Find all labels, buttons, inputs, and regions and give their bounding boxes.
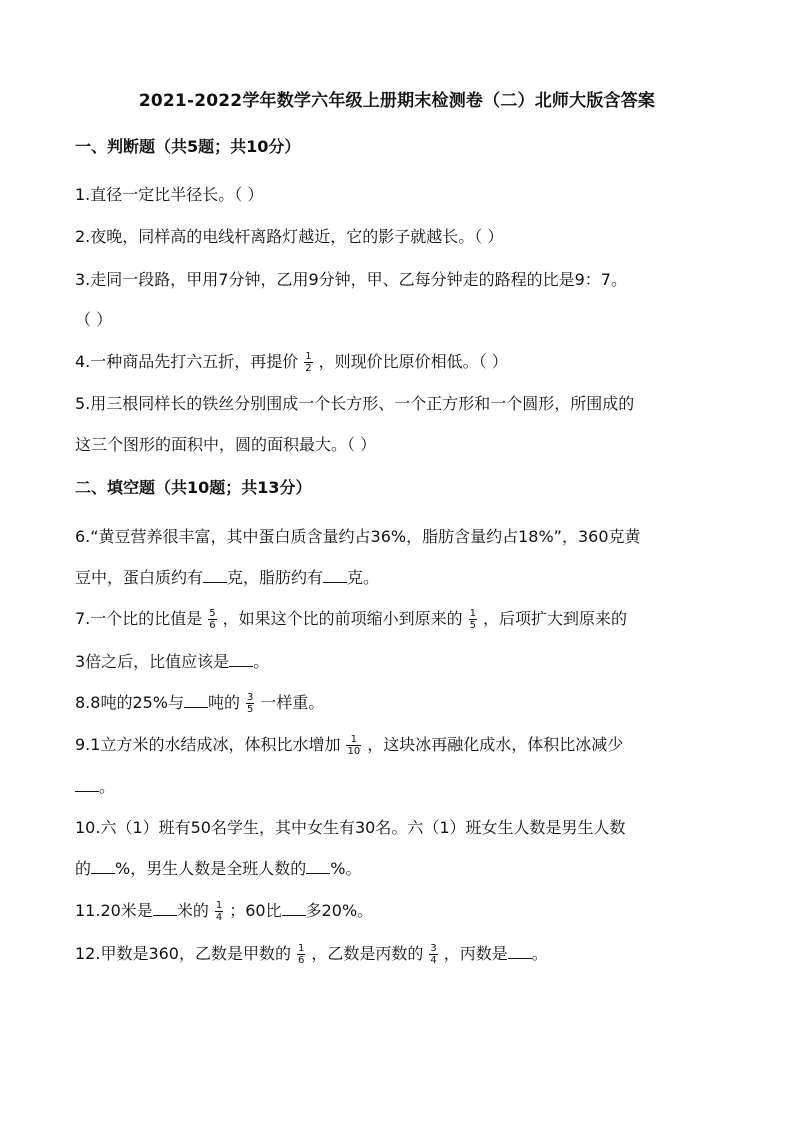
question-10-line-1: 10.六（1）班有50名学生，其中女生有30名。六（1）班女生人数是男生人数 [75, 818, 626, 837]
question-7-line-2: 3倍之后，比值应该是 。 [75, 652, 270, 671]
question-11: 11.20米是 米的 $\frac{1}{4}$ ；60比 多20%。 [75, 900, 374, 923]
q4-fraction: $\frac{1}{2}$ [305, 351, 312, 374]
answer-blank[interactable] [153, 901, 177, 916]
question-3-line-2: （ ） [75, 310, 113, 329]
answer-blank[interactable] [184, 693, 208, 708]
question-5-line-1: 5.用三根同样长的铁丝分别围成一个长方形、一个正方形和一个圆形，所围成的 [75, 394, 635, 413]
answer-blank[interactable] [91, 859, 115, 874]
question-9-line-1: 9.1立方米的水结成冰，体积比水增加 $\frac{1}{10}$ ，这块冰再融化成水，体积比冰减少 [75, 734, 624, 757]
answer-blank[interactable] [75, 777, 99, 792]
answer-blank[interactable] [203, 568, 227, 583]
question-10-line-2: 的 %，男生人数是全班人数的 %。 [75, 859, 362, 878]
q11-fraction: $\frac{1}{4}$ [215, 900, 223, 923]
section-heading-fill-in: 二、填空题（共10题；共13分） [75, 478, 312, 497]
question-1: 1.直径一定比半径长。（ ） [75, 185, 264, 204]
question-6-line-2: 豆中，蛋白质约有 克，脂肪约有 克。 [75, 568, 380, 587]
question-6-line-1: 6.“黄豆营养很丰富，其中蛋白质含量约占36%，脂肪含量约占18%”，360克黄 [75, 527, 641, 546]
question-7-line-1: 7.一个比的比值是 $\frac{5}{6}$ ，如果这个比的前项缩小到原来的 $\frac{1}{5}$ ，后项扩大到原来的 [75, 608, 628, 631]
answer-blank[interactable] [508, 944, 532, 959]
question-3-line-1: 3.走同一段路，甲用7分钟，乙用9分钟，甲、乙每分钟走的路程的比是9：7。 [75, 270, 627, 289]
q7-fraction-1: $\frac{5}{6}$ [209, 608, 216, 631]
question-5-line-2: 这三个图形的面积中，圆的面积最大。（ ） [75, 435, 377, 454]
section-heading-judgement: 一、判断题（共5题；共10分） [75, 137, 301, 156]
question-9-line-2: 。 [75, 776, 725, 798]
q4-text-before: 4.一种商品先打六五折，再提价 [75, 352, 299, 371]
q12-fraction-1: $\frac{1}{6}$ [298, 943, 305, 966]
answer-blank[interactable] [282, 901, 306, 916]
q9-fraction: $\frac{1}{10}$ [347, 734, 361, 757]
question-12: 12.甲数是360，乙数是甲数的 $\frac{1}{6}$ ，乙数是丙数的 $\frac{3}{4}$ ，丙数是 。 [75, 943, 548, 966]
answer-blank[interactable] [229, 652, 253, 667]
question-8: 8.8吨的25%与 吨的 $\frac{3}{5}$ 一样重。 [75, 692, 325, 715]
answer-blank[interactable] [323, 568, 347, 583]
question-2: 2.夜晚，同样高的电线杆离路灯越近，它的影子就越长。（ ） [75, 227, 504, 246]
q7-fraction-2: $\frac{1}{5}$ [469, 608, 477, 631]
q12-fraction-2: $\frac{3}{4}$ [430, 943, 437, 966]
document-title: 2021-2022学年数学六年级上册期末检测卷（二）北师大版含答案 [138, 91, 656, 111]
question-4 [75, 351, 725, 374]
q4-text-after: ，则现价比原价相低。（ ） [318, 352, 508, 371]
answer-blank[interactable] [306, 859, 330, 874]
q8-fraction: $\frac{3}{5}$ [247, 692, 254, 715]
